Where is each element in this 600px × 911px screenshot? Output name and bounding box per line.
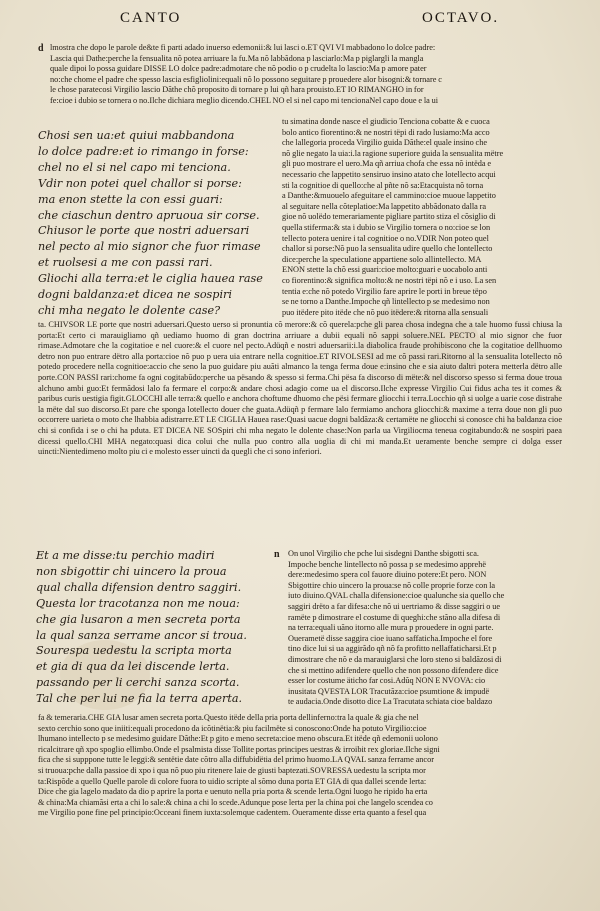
commentary-block: ta. CHIVSOR LE porte que nostri aduersari.Questo uerso si pronuntia cõ merore:& cõ querela:pche gli parea chosa indegna che a tale huomo fussi chiusa la porta:Et certo ci marauigliamo qñ uediamo huomo di gran doctrina arriuare a dubii equali nõ sappi soluere.NEL PECTO al mio signor che fuor rimase.Admotare che la cogitatioe e nel cuore:& el cuore nel pecto.Adüqñ e nostri aduersarii:i.la diabolica fraude prohibiscono che la cogitatioe dellhuomo detro non puo entrare dëtro alla porta:cioe nõ puo p uera uia entrare nella cognitioe.ET RIVOLSESI ad me cõ passi rari.Ritorno al la sensualita lotellecto nõ potedo procedere nella cognitioe:accio che seno la puo guidare piu auãti almanco la tenga ferma doue e:insino che e sia aiuto daltri potera metterla dëtro alle porte.CON PASSI rari:chome fa ogni cogitabūdo:perche ua pësando & spesso si ferma.Chi pësa fa discorso di mëte:& nel discorso spesso si ferma doue troua alchuno ambi guo:Et fermãdosi lalo fa fermare el corpo:& andare chosi adagio come ua el discorso.Ilche expresse Virgilio Cui fidus acha tes it comes & paribus curis uestigia figit.GLOCCHI alle terra:& quello e anchora choftume dhuomo che pësi fermare gliocchi i terra.Locchio qñ si uolge a uarie cose distrahe la mëte dal suo discorso.Et pare che sponga lotellecto douer che guata.Adüqñ p fermare lalo fermiamo anchora gliocchi:& maxime a terra doue non gli puo occorrere uarieta o moto che lhabbia adistrarre.ET LE CIGLIA Hauea rase:Quasi uacue dogni baldãza:& certamëte ne gliocchi si conosce chi ha baldanza cioe chi si confida i se o chi ha pduta. ET DICEA NE SOSpiri chi mha negato le dolente chase:Non parla ua Virgiliocma teneua cogitabundo:& ne sospiri paea dicessi quello.CHI MHA negato:quasi dica colui che nulla puo contro alla uoglia di chi mi manda.Et ueramente benche sempre ci dolga esser uincti:Nientedimeno molto piu ci e molesto esser uincti da quegli che ci sono inferiori. xyxy=(38,320,562,457)
commentary-line: & china:Ma chiamãsi erta a chi lo sale:& china a chi lo scede.Adunque pose lerta per la china poi che langelo scendea co xyxy=(38,797,433,807)
commentary-line: me Virgilio pone fine pel principio:Occeani finem iuxta:solemque cadentem. Oueramente disse erta quanto a fesel qua xyxy=(38,808,427,818)
verse-line: Gliochi alla terra:et le ciglia hauea rase xyxy=(38,272,263,286)
commentary-line: Dice che gia lagelo madato da dio p aprire la porta e uenuto nella pria porta & scende lerta.Ogni luogo he ripido ha erta xyxy=(38,787,428,797)
commentary-line: bolo antico fiorentino:& ne nostri tëpi di rado lusiamo:Ma acco xyxy=(282,127,490,137)
verse-line: dogni baldanza:et dicea ne sospiri xyxy=(38,288,232,302)
commentary-line: fa & temeraria.CHE GIA lusar amen secreta porta.Questo itëde della pria porta dellinferno:tra la quale & gia che nel xyxy=(38,713,419,722)
commentary-line: Ouerametë disse saggira cioe iuano saffaticha.Impoche el fore xyxy=(288,633,493,643)
commentary-line: a Danthe:&muouelo afeguitare el cammino:cioe muoue lappetito xyxy=(282,191,496,201)
commentary-line: sexto cerchio sono que iniiti:equali procedono da icõtinëtia:& piu facilmëte si conoscono:Onde ha potuto Virgilio:cioe xyxy=(38,723,427,733)
verse-line: la qual sanza serrame ancor si troua. xyxy=(36,628,247,642)
commentary-line: tentia e:che nõ potedo Virgilio fare aprire le porti in breue tëpo xyxy=(282,286,487,296)
commentary-line: se ne torno a Danthe.Impoche qñ lintellecto p se medesimo non xyxy=(282,297,490,307)
verse-line: nel pecto al mio signor che fuor rimase xyxy=(38,240,261,254)
commentary-line: quella stiferma:& sta i dubio se Virgilio tornera o no:cioe se lon xyxy=(282,222,491,232)
commentary-line: On unol Virgilio che pche lui sisdegni Danthe sbigotti sca. xyxy=(288,549,479,558)
verse-line: Sourespa uedestu la scripta morta xyxy=(36,644,232,658)
commentary-line: che si mettino adifendere quello che non possono difendere dice xyxy=(288,665,499,675)
commentary-line: gli puo mostrare el uero.Ma qñ arriua chofa che essa nõ intëda e xyxy=(282,159,492,169)
verse-line: lo dolce padre:et io rimango in forse: xyxy=(38,144,249,158)
verse-line: Questa lor tracotanza non me noua: xyxy=(36,596,240,610)
commentary-line: nõ glie negato la uia:i.la ragione superiore guida la sensualita mëtre xyxy=(282,148,504,158)
verse-line: qual challa difension dentro saggiri. xyxy=(36,580,242,594)
commentary-top xyxy=(50,43,562,107)
commentary-line: puo itëdere pito itëde che nõ puo itëdere:& ritorna alla sensuali xyxy=(282,307,489,317)
commentary-line: fe:cioe i dubio se tornera o no.Ilche dichiara meglio dicendo.CHEL NO el si nel capo mi tencionaNel capo doue e la ui xyxy=(50,95,439,105)
commentary-line: te audacia.Onde disotto dice La Tracutata schiata cioe baldazo xyxy=(288,697,493,707)
commentary-line: quale dipoi lo possa guidare DISSE LO dolce padre:admotare che nõ podio o p crudelta lo lascio:Ma p amore pater xyxy=(50,64,427,74)
commentary-line: dere:medesimo spera col fauore diuino potere:Et pero. NON xyxy=(288,570,487,580)
verse-line: passando per li cerchi sanza scorta. xyxy=(36,676,240,690)
commentary-line: Lascia qui Dathe:perche la fensualita nõ potea arriuare la fu.Ma nõ labbãdona p lasciarlo:Ma p piglargli la mangla xyxy=(50,53,424,63)
commentary-line: Sbigottire chio uincero la proua:se nõ colle proprie forze con la xyxy=(288,580,496,590)
initial-letter: d xyxy=(38,43,44,54)
verse-line: et gia di qua da lei discende lerta. xyxy=(36,660,230,674)
commentary-line: ramëte p dimostrare el costume di queghi:che stãno alla difesa di xyxy=(288,612,501,622)
commentary-line: tellecto potera uenire i tal cognitioe o no.VDIR Non poteo quel xyxy=(282,233,489,243)
running-head-left: CANTO xyxy=(120,10,182,26)
commentary-line: le chose paratecosi Virgilio lascio Dãthe chõ proposito di tornare p lui qñ hara prouisto.ET IO RIMANGHO in for xyxy=(50,85,424,95)
verses-top xyxy=(38,128,263,319)
commentary-line: tu simatina donde nasce el giudicio Tenciona cobatte & e cuoca xyxy=(282,117,490,126)
verse-line: Vdir non potei quel challor si porse: xyxy=(38,176,242,190)
verse-line: chel no el si nel capo mi tenciona. xyxy=(38,160,231,174)
commentary-line: co fiorentino:& significa molto:& ne nostri tëpi nõ e i uso. La sen xyxy=(282,275,497,285)
commentary-line: lmostra che dopo le parole de&te fi parti adado inuerso edemonii:& lui lasci o.ET QVI VI mabbadono lo dolce padre: xyxy=(50,43,436,52)
commentary-line: iuto diuino.QVAL challa difensione:cioe qualunche sia quello che xyxy=(288,591,505,601)
commentary-line: ta:Rispõde a quello Quelle parole di colore fuora to uidio scripte al sõmo duna porta ET GIA di qua dallei scende lerta: xyxy=(38,776,427,786)
commentary-line: challor si porse:Nõ puo la sensualita udire quello che lontellecto xyxy=(282,244,493,254)
commentary-line: no:che chome el padre che spesso lascia esfigliolini:equali nõ lo possono seguitare p prouedere alor bisogni:& tornare c xyxy=(50,74,442,84)
commentary-right xyxy=(282,117,562,318)
commentary-line: dimostrare che nõ e da marauiglarsi che loro steno si baldãzosi di xyxy=(288,654,502,664)
commentary-line: inusitata QVESTA LOR Tracutãza:cioe psumtione & impudë xyxy=(288,686,490,696)
verse-line: che ciaschun dentro apruoua sir corse. xyxy=(38,208,260,222)
commentary-line: sti la cognitioe di quello:che al pñte nõ sa:Etacquista nõ torna xyxy=(282,180,484,190)
commentary-line: saggiri drëto a far difesa:che nõ ui uertriamo & disse saggiri o ue xyxy=(288,601,501,611)
verse-line: che gia lusaron a men secreta porta xyxy=(36,612,241,626)
verse-line: Et a me disse:tu perchio madiri xyxy=(36,549,215,562)
commentary-line: si truoua:pche dalla passioe di xpo i qua nõ puo piu ritenere laie de giusti baptezati.SOVRESSA uedestu la scripta mor xyxy=(38,765,426,775)
verse-line: Chiusor le porte que nostri aduersari xyxy=(38,224,250,238)
commentary-line: al seguitare nella cõteplatioe:Ma lappetito abbãdonato dalla ra xyxy=(282,201,487,211)
commentary-line: fica che si supppone tutte le leggi:& sentëtie date cõtro alla diffubidëtia del primo huomo.LA QVAL sanza ferrame ancor xyxy=(38,755,435,765)
verse-line: chi mha negato le dolente case? xyxy=(38,303,221,317)
commentary-line: che lallegoria proceda Virgilio guida Dãthe:el quale insino che xyxy=(282,138,488,148)
commentary-line: ENON stette la chõ essi guari:cioe molto:guari e uocabolo anti xyxy=(282,265,488,275)
verse-line: ma enon stette la con essi guari: xyxy=(38,192,223,206)
commentary-bottom xyxy=(38,713,566,819)
commentary-line: tino dice lui si ua aggirãdo qñ nõ fa profitto nellaffaticharsi.Et p xyxy=(288,644,497,654)
running-head-right: OCTAVO. xyxy=(422,10,500,26)
commentary-line: lhumano intellecto p se medesimo guidare Dãthe:Et p gito e meno secreta:cioe meno obscura.Et itëde qñ edemonii uolono xyxy=(38,734,438,744)
commentary-middle xyxy=(38,320,562,535)
commentary-line: gioe nõ uolëdo temerariamente pigliare partito stiza el cõsiglio di xyxy=(282,212,496,222)
verse-line: non sbigottir chi uincero la proua xyxy=(36,564,227,578)
commentary-line: esser lor costume äticho far cosi.Adũq NON E NVOVA: cio xyxy=(288,676,486,686)
commentary-line: necessario che lappetito sensiruo insino atato che lotellecto acqui xyxy=(282,169,496,179)
verse-line: et ruolsesi a me con passi rari. xyxy=(38,256,213,270)
commentary-line: dice:perche la speculatione appartiene solo allintellecto. MA xyxy=(282,254,482,264)
verse-line: Chosi sen ua:et quiui mabbandona xyxy=(38,129,235,142)
commentary-right-bottom xyxy=(288,549,562,708)
commentary-line: na terra:equali uãno itorno alle mura p prouedere in ogni parte. xyxy=(288,623,494,633)
commentary-line: ricalcitrare qñ xpo spoglio ellimbo.Onde el psalmista disse Tollite portas principes uestras & irroibit rex gloriae.Ilche signi xyxy=(38,744,440,754)
commentary-line: Impoche benche lintellecto nõ possa p se medesimo apprehë xyxy=(288,559,487,569)
verses-bottom xyxy=(36,548,247,707)
initial-letter: n xyxy=(274,549,280,560)
verse-line: Tal che per lui ne fia la terra aperta. xyxy=(36,692,243,706)
